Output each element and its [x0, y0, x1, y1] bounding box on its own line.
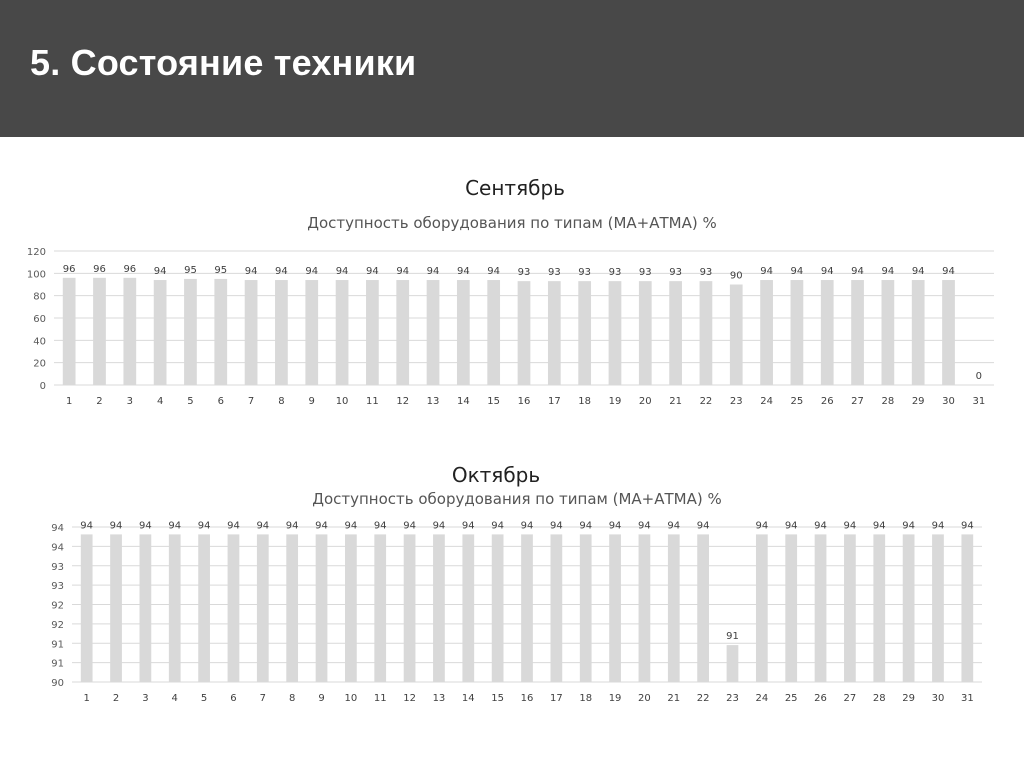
data-label: 91: [726, 631, 739, 643]
data-label: 94: [843, 520, 857, 532]
data-label: 93: [669, 267, 682, 279]
x-tick-label: 20: [638, 396, 652, 407]
bar: [942, 280, 955, 385]
bar: [548, 281, 561, 385]
x-tick-label: 17: [549, 693, 563, 704]
data-label: 94: [168, 520, 182, 532]
x-tick-label: 14: [456, 396, 470, 407]
data-label: 95: [184, 264, 197, 276]
bar: [903, 534, 915, 682]
data-label: 94: [335, 266, 349, 278]
bar: [873, 534, 885, 682]
x-tick-label: 16: [517, 396, 531, 407]
data-label: 95: [214, 264, 228, 276]
x-tick-label: 25: [784, 693, 798, 704]
data-label: 94: [790, 266, 804, 278]
slide-title: 5. Состояние техники: [30, 42, 417, 83]
y-tick-label: 80: [33, 291, 46, 303]
x-tick-label: 14: [461, 693, 475, 704]
x-tick-label: 1: [83, 693, 90, 704]
data-label: 96: [93, 263, 106, 275]
bar: [427, 280, 440, 385]
x-tick-label: 15: [491, 693, 505, 704]
bar: [154, 280, 167, 385]
x-tick-label: 7: [247, 396, 255, 407]
x-tick-label: 6: [230, 693, 237, 704]
bar: [912, 280, 925, 385]
bar: [305, 280, 318, 385]
x-tick-label: 3: [142, 693, 149, 704]
y-tick-label: 60: [33, 314, 46, 325]
slide-header: [0, 0, 1024, 137]
data-label: 94: [80, 520, 94, 532]
y-tick-label: 92: [51, 619, 64, 631]
bar: [785, 534, 797, 682]
x-tick-label: 3: [126, 396, 133, 407]
x-tick-label: 19: [608, 396, 622, 407]
y-tick-label: 91: [51, 658, 64, 670]
plot-area: [27, 247, 994, 407]
data-label: 94: [432, 520, 446, 532]
data-label: 94: [696, 520, 710, 532]
bar: [245, 280, 258, 385]
bar: [336, 280, 349, 385]
y-tick-label: 92: [51, 600, 64, 612]
data-label: 94: [315, 520, 328, 532]
data-label: 94: [931, 520, 945, 532]
chart-subtitle: Доступность оборудования по типам (МА+АТМА) %: [312, 490, 722, 508]
data-label: 94: [366, 266, 379, 278]
data-label: 94: [784, 520, 798, 532]
bar: [727, 645, 739, 682]
x-tick-label: 23: [726, 693, 739, 704]
x-tick-label: 12: [403, 693, 416, 704]
x-tick-label: 18: [578, 396, 592, 407]
y-tick-label: 0: [39, 381, 46, 392]
y-tick-label: 90: [51, 678, 64, 689]
x-tick-label: 10: [344, 693, 358, 704]
september-chart: [0, 160, 1024, 430]
bar: [123, 278, 136, 385]
x-tick-label: 2: [96, 396, 103, 407]
x-tick-label: 31: [960, 693, 974, 704]
data-label: 94: [227, 520, 240, 532]
x-tick-label: 19: [608, 693, 622, 704]
x-tick-label: 16: [520, 693, 534, 704]
bar: [275, 280, 288, 385]
bar: [110, 534, 122, 682]
x-tick-label: 29: [911, 396, 925, 407]
chart-subtitle: Доступность оборудования по типам (МА+АТМА) %: [307, 214, 717, 232]
data-label: 94: [549, 520, 563, 532]
data-label: 94: [456, 266, 470, 278]
x-tick-label: 31: [972, 396, 986, 407]
bar: [550, 534, 562, 682]
data-label: 94: [426, 266, 440, 278]
x-tick-label: 8: [288, 693, 296, 704]
y-tick-label: 120: [26, 247, 46, 258]
x-tick-label: 13: [432, 693, 446, 704]
data-label: 94: [305, 266, 319, 278]
x-tick-label: 18: [579, 693, 593, 704]
x-tick-label: 22: [699, 396, 713, 407]
data-label: 94: [491, 520, 505, 532]
data-label: 94: [881, 266, 895, 278]
bar: [851, 280, 864, 385]
bar: [214, 279, 227, 385]
x-tick-label: 6: [217, 396, 224, 407]
x-tick-label: 1: [65, 396, 73, 407]
bar: [760, 280, 773, 385]
x-tick-label: 24: [755, 693, 769, 704]
data-label: 94: [820, 266, 834, 278]
bar: [518, 281, 531, 385]
x-tick-label: 24: [760, 396, 773, 407]
bar: [257, 534, 269, 682]
x-tick-label: 21: [669, 396, 682, 407]
data-label: 94: [755, 520, 769, 532]
x-tick-label: 2: [112, 693, 120, 704]
bar: [697, 534, 709, 682]
bar: [396, 280, 409, 385]
data-label: 96: [123, 263, 137, 275]
x-tick-label: 30: [942, 396, 955, 407]
x-tick-label: 9: [308, 396, 315, 407]
bar: [374, 534, 386, 682]
bar: [316, 534, 328, 682]
data-label: 94: [373, 520, 387, 532]
x-tick-label: 29: [902, 693, 915, 704]
data-label: 94: [911, 266, 925, 278]
bar: [198, 534, 210, 682]
x-tick-label: 25: [790, 396, 804, 407]
data-label: 94: [487, 266, 501, 278]
data-label: 94: [638, 520, 651, 532]
x-tick-label: 22: [696, 693, 710, 704]
data-label: 94: [139, 520, 152, 532]
x-tick-label: 27: [851, 396, 864, 407]
data-label: 94: [285, 520, 299, 532]
data-label: 94: [902, 520, 915, 532]
data-label: 94: [153, 266, 167, 278]
x-tick-label: 28: [872, 693, 886, 704]
bar: [578, 281, 591, 385]
data-label: 94: [256, 520, 270, 532]
data-label: 94: [942, 266, 955, 278]
x-tick-label: 26: [814, 693, 827, 704]
x-tick-label: 11: [373, 693, 387, 704]
y-tick-label: 100: [26, 269, 46, 281]
x-tick-label: 21: [667, 693, 681, 704]
y-tick-label: 93: [51, 581, 64, 593]
data-label: 0: [975, 371, 983, 382]
data-label: 94: [814, 520, 827, 532]
bar: [580, 534, 592, 682]
data-label: 94: [851, 266, 864, 278]
data-label: 94: [608, 520, 622, 532]
data-label: 93: [638, 267, 652, 279]
y-tick-label: 94: [51, 542, 64, 554]
y-tick-label: 93: [51, 561, 64, 573]
data-label: 94: [960, 520, 974, 532]
y-tick-label: 40: [33, 336, 46, 348]
october-chart: [0, 455, 1024, 715]
bar: [791, 280, 804, 385]
x-tick-label: 5: [200, 693, 208, 704]
bar: [140, 534, 152, 682]
data-label: 94: [872, 520, 886, 532]
bar: [932, 534, 944, 682]
x-tick-label: 13: [426, 396, 440, 407]
bar: [286, 534, 298, 682]
bar: [63, 278, 76, 385]
bar: [639, 281, 652, 385]
data-label: 94: [461, 520, 475, 532]
bar: [366, 280, 379, 385]
data-label: 94: [244, 266, 258, 278]
data-label: 94: [109, 520, 123, 532]
data-label: 94: [275, 266, 288, 278]
data-label: 93: [517, 267, 531, 279]
data-label: 94: [667, 520, 681, 532]
bar: [961, 534, 973, 682]
x-tick-label: 8: [278, 396, 285, 407]
x-tick-label: 4: [156, 396, 164, 407]
bar: [844, 534, 856, 682]
bar: [492, 534, 504, 682]
chart-title: Сентябрь: [465, 176, 565, 200]
bar: [433, 534, 445, 682]
x-tick-label: 27: [843, 693, 857, 704]
data-label: 94: [197, 520, 211, 532]
data-label: 93: [699, 267, 713, 279]
x-tick-label: 17: [547, 396, 561, 407]
bar: [669, 281, 682, 385]
bar: [457, 280, 470, 385]
data-label: 96: [62, 263, 76, 275]
data-label: 93: [547, 267, 561, 279]
chart-title: Октябрь: [451, 463, 541, 487]
data-label: 94: [760, 266, 773, 278]
data-label: 94: [396, 266, 410, 278]
bar: [756, 534, 768, 682]
x-tick-label: 5: [187, 396, 194, 407]
bar: [668, 534, 680, 682]
y-tick-label: 20: [33, 358, 46, 370]
bar: [821, 280, 834, 385]
bar: [169, 534, 181, 682]
bar: [639, 534, 651, 682]
bar: [487, 280, 500, 385]
bar: [404, 534, 416, 682]
plot-area: [51, 520, 982, 704]
x-tick-label: 28: [881, 396, 895, 407]
data-label: 94: [344, 520, 358, 532]
bar: [345, 534, 357, 682]
y-tick-label: 91: [51, 639, 64, 651]
x-tick-label: 11: [366, 396, 379, 407]
data-label: 93: [578, 267, 592, 279]
x-tick-label: 30: [931, 693, 945, 704]
x-tick-label: 15: [487, 396, 501, 407]
data-label: 94: [403, 520, 416, 532]
bar: [815, 534, 827, 682]
x-tick-label: 9: [318, 693, 325, 704]
bar: [462, 534, 474, 682]
y-tick-label: 94: [51, 523, 64, 534]
bar: [81, 534, 93, 682]
x-tick-label: 23: [729, 396, 743, 407]
x-tick-label: 10: [335, 396, 349, 407]
data-label: 93: [608, 267, 622, 279]
data-label: 94: [520, 520, 534, 532]
data-label: 90: [729, 270, 743, 282]
bar: [609, 534, 621, 682]
x-tick-label: 7: [259, 693, 266, 704]
bar: [609, 281, 622, 385]
bar: [521, 534, 533, 682]
bar: [228, 534, 240, 682]
x-tick-label: 26: [820, 396, 834, 407]
bar: [93, 278, 106, 385]
x-tick-label: 20: [638, 693, 651, 704]
bar: [730, 285, 743, 386]
data-label: 94: [579, 520, 593, 532]
bar: [882, 280, 895, 385]
x-tick-label: 12: [396, 396, 410, 407]
bar: [184, 279, 197, 385]
bar: [700, 281, 713, 385]
x-tick-label: 4: [171, 693, 178, 704]
